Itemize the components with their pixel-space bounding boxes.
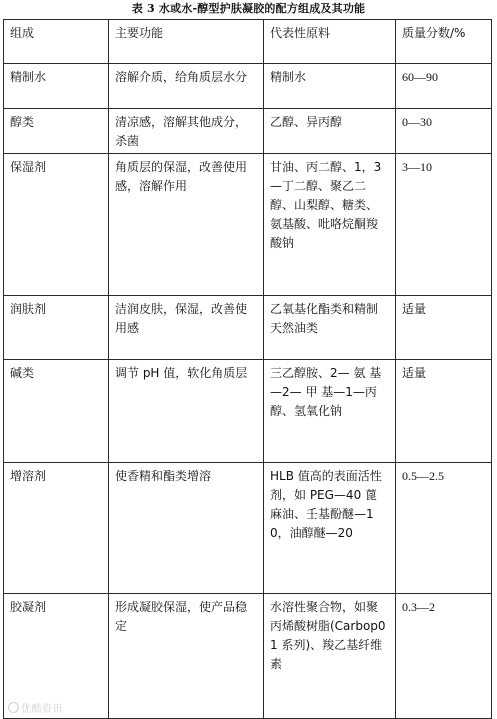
- header-cell-materials: 代表性原料: [264, 20, 396, 64]
- table-row: [4, 109, 492, 154]
- logo-icon: [8, 702, 19, 713]
- formula-table: [3, 19, 492, 719]
- cell-component: 碱类: [4, 360, 109, 463]
- cell-materials: HLB 值高的表面活性剂，如 PEG—40 蓖麻油、壬基酚醚—10，油醇醚—20: [264, 463, 396, 594]
- cell-fraction: 适量: [396, 296, 492, 360]
- cell-component: 增溶剂: [4, 463, 109, 594]
- cell-component: 保湿剂: [4, 154, 109, 296]
- cell-materials: 甘油、丙二醇、1，3—丁二醇、聚乙二醇、山梨醇、糖类、氨基酸、吡咯烷酮羧酸钠: [264, 154, 396, 296]
- cell-fraction: 3—10: [396, 154, 492, 296]
- table-row: [4, 594, 492, 719]
- cell-function: 调节 pH 值，软化角质层: [109, 360, 264, 463]
- cell-fraction: 0.3—2: [396, 594, 492, 719]
- table-row: [4, 64, 492, 109]
- cell-function: 洁润皮肤，保湿，改善使用感: [109, 296, 264, 360]
- table-row: [4, 360, 492, 463]
- cell-function: 使香精和酯类增溶: [109, 463, 264, 594]
- cell-component: 胶凝剂: [4, 594, 109, 719]
- table-row: [4, 154, 492, 296]
- table-header-row: [4, 20, 492, 64]
- cell-component: 醇类: [4, 109, 109, 154]
- cell-function: 清凉感，溶解其他成分，杀菌: [109, 109, 264, 154]
- table-row: [4, 296, 492, 360]
- cell-fraction: 适量: [396, 360, 492, 463]
- cell-materials: 乙醇、异丙醇: [264, 109, 396, 154]
- watermark-text: 优酷资讯: [21, 704, 63, 715]
- page-title: 表 3 水或水-醇型护肤凝胶的配方组成及其功能: [131, 2, 366, 15]
- header-cell-fraction: 质量分数/%: [396, 20, 492, 64]
- cell-fraction: 0.5—2.5: [396, 463, 492, 594]
- cell-component: 润肤剂: [4, 296, 109, 360]
- cell-materials: 乙氧基化酯类和精制天然油类: [264, 296, 396, 360]
- cell-materials: 三乙醇胺、2— 氨 基—2— 甲 基—1—丙醇、氢氧化钠: [264, 360, 396, 463]
- cell-function: 溶解介质，给角质层水分: [109, 64, 264, 109]
- header-cell-function: 主要功能: [109, 20, 264, 64]
- cell-materials: 水溶性聚合物，如聚丙烯酸树脂(Carbop01 系列)、羧乙基纤维素: [264, 594, 396, 719]
- header-cell-component: 组成: [4, 20, 109, 64]
- cell-fraction: 0—30: [396, 109, 492, 154]
- cell-function: 角质层的保湿，改善使用感，溶解作用: [109, 154, 264, 296]
- table-row: [4, 463, 492, 594]
- cell-function: 形成凝胶保湿，使产品稳定: [109, 594, 264, 719]
- cell-component: 精制水: [4, 64, 109, 109]
- cell-materials: 精制水: [264, 64, 396, 109]
- watermark: [8, 700, 63, 715]
- cell-fraction: 60—90: [396, 64, 492, 109]
